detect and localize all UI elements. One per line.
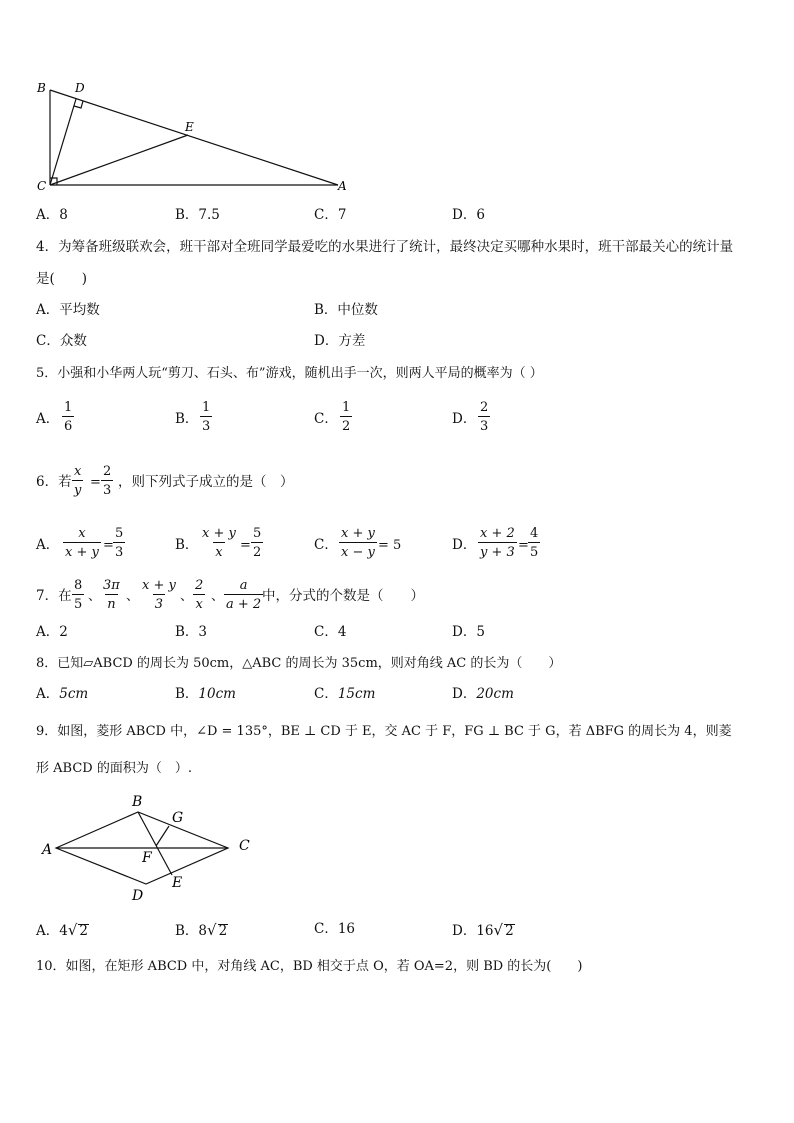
q4-stem-line1: 4．为筹备班级联欢会，班干部对全班同学最爱吃的水果进行了统计，最终决定买哪种水果时，班干部最关心的统计量 <box>36 239 734 255</box>
q5-stem: 5．小强和小华两人玩“剪刀、石头、布”游戏，随机出手一次，则两人平局的概率为（ ） <box>36 366 543 381</box>
q7-fraction-5: $\frac{a}{a + 2}$ <box>226 578 262 612</box>
q9-option-a[interactable]: A．4√ 2 <box>36 921 88 939</box>
q6-option-d-lhs: $\frac{x + 2}{y + 3}$ <box>480 526 515 560</box>
q10-stem: 10．如图，在矩形 ABCD 中，对角线 AC，BD 相交于点 O，若 OA=2，则 BD 的长为( ) <box>36 959 583 974</box>
q6-option-b-lhs: $\frac{x + y}{x}$ <box>202 526 236 560</box>
segment-ce <box>50 135 188 185</box>
segment-cd <box>50 99 76 185</box>
q5-option-b-fraction: $\frac{1}{3}$ <box>202 400 211 434</box>
q4-option-c[interactable]: C．众数 <box>36 333 87 349</box>
q7-fraction-3: $\frac{x + y}{3}$ <box>142 578 176 612</box>
q6-fraction-x-over-y: $\frac{x}{y}$ <box>74 464 82 498</box>
q4-option-b[interactable]: B．中位数 <box>314 302 378 318</box>
q5-option-c-fraction: $\frac{1}{2}$ <box>342 400 351 434</box>
q4-option-d[interactable]: D．方差 <box>314 333 366 349</box>
q8-option-d[interactable]: D．20cm <box>452 686 514 702</box>
label-e: E <box>172 875 183 891</box>
q6-suffix: ，则下列式子成立的是（ ） <box>118 474 294 490</box>
q6-option-a-equals: = <box>103 538 114 553</box>
segment-ba <box>50 90 338 185</box>
label-f: F <box>142 850 152 866</box>
q8-option-b[interactable]: B．10cm <box>175 686 236 702</box>
label-a: A <box>338 179 347 193</box>
label-b: B <box>37 81 46 95</box>
label-d: D <box>75 81 85 95</box>
q6-option-b-letter[interactable]: B． <box>175 537 199 553</box>
q6-option-d-rhs: $\frac{4}{5}$ <box>530 526 539 560</box>
q7-option-a[interactable]: A．2 <box>36 624 68 640</box>
q5-option-d-fraction: $\frac{2}{3}$ <box>480 400 489 434</box>
q7-option-b[interactable]: B．3 <box>175 624 208 640</box>
q6-option-c-lhs: $\frac{x + y}{x - y}$ <box>341 526 375 560</box>
q3-option-d[interactable]: D．6 <box>452 207 485 223</box>
q6-option-b-equals: = <box>240 538 251 553</box>
q9-option-d[interactable]: D．16√ 2 <box>452 921 514 939</box>
rhombus-figure <box>36 790 266 905</box>
triangle-figure <box>30 78 360 198</box>
q5-option-d-letter[interactable]: D． <box>452 411 477 427</box>
label-c: C <box>239 838 250 854</box>
q6-prefix: 6．若 <box>36 474 72 490</box>
q7-option-d[interactable]: D．5 <box>452 624 485 640</box>
q7-suffix: 中，分式的个数是（ ） <box>262 588 424 604</box>
q6-fraction-two-thirds: $\frac{2}{3}$ <box>103 464 112 498</box>
q5-option-b-letter[interactable]: B． <box>175 411 199 427</box>
q8-option-a[interactable]: A．5cm <box>36 686 89 702</box>
q6-option-c-letter[interactable]: C． <box>314 537 338 553</box>
q7-sep-4: 、 <box>211 589 225 604</box>
label-d: D <box>132 888 144 904</box>
label-b: B <box>132 794 143 810</box>
q6-option-a-rhs: $\frac{5}{3}$ <box>115 526 124 560</box>
label-g: G <box>172 810 184 826</box>
q7-sep-1: 、 <box>88 589 102 604</box>
segment-fg <box>156 826 169 846</box>
q3-option-a[interactable]: A．8 <box>36 207 68 223</box>
q7-fraction-4: $\frac{2}{x}$ <box>195 578 204 612</box>
q5-option-a-letter[interactable]: A． <box>36 411 60 427</box>
q6-option-b-rhs: $\frac{5}{2}$ <box>253 526 262 560</box>
q6-option-c-rhs: = 5 <box>378 538 402 553</box>
q6-option-a-lhs: $\frac{x}{x + y}$ <box>65 526 99 560</box>
label-c: C <box>37 179 47 193</box>
q7-sep-2: 、 <box>126 589 140 604</box>
q7-fraction-1: $\frac{8}{5}$ <box>74 578 83 612</box>
q7-fraction-2: $\frac{3\pi}{n}$ <box>103 578 120 612</box>
q7-option-c[interactable]: C．4 <box>314 624 347 640</box>
q6-option-d-letter[interactable]: D． <box>452 537 477 553</box>
q4-option-a[interactable]: A．平均数 <box>36 302 100 318</box>
q4-stem-line2: 是( ) <box>36 271 88 287</box>
q8-stem: 8．已知▱ABCD 的周长为 50cm，△ABC 的周长为 35cm，则对角线 AC 的长为（ ） <box>36 656 562 671</box>
q5-option-c-letter[interactable]: C． <box>314 411 338 427</box>
q5-option-a-fraction: $\frac{1}{6}$ <box>64 400 73 434</box>
q6-option-a-letter[interactable]: A． <box>36 537 60 553</box>
q3-option-b[interactable]: B．7.5 <box>175 207 220 223</box>
q7-sep-3: 、 <box>180 589 194 604</box>
q6-option-d-equals: = <box>518 538 529 553</box>
q3-option-c[interactable]: C．7 <box>314 207 347 223</box>
q9-option-c[interactable]: C．16 <box>314 921 356 937</box>
q8-option-c[interactable]: C．15cm <box>314 686 376 702</box>
q9-stem-line1: 9．如图，菱形 ABCD 中，∠D = 135°，BE ⊥ CD 于 E，交 AC 于 F，FG ⊥ BC 于 G，若 ΔBFG 的周长为 4，则菱 <box>36 724 732 739</box>
label-a: A <box>42 842 53 858</box>
label-e: E <box>185 120 194 134</box>
q6-equals: = <box>90 475 101 490</box>
q7-prefix: 7．在 <box>36 588 72 604</box>
q9-stem-line2: 形 ABCD 的面积为（ ）. <box>36 761 192 776</box>
q9-option-b[interactable]: B．8√ 2 <box>175 921 228 939</box>
